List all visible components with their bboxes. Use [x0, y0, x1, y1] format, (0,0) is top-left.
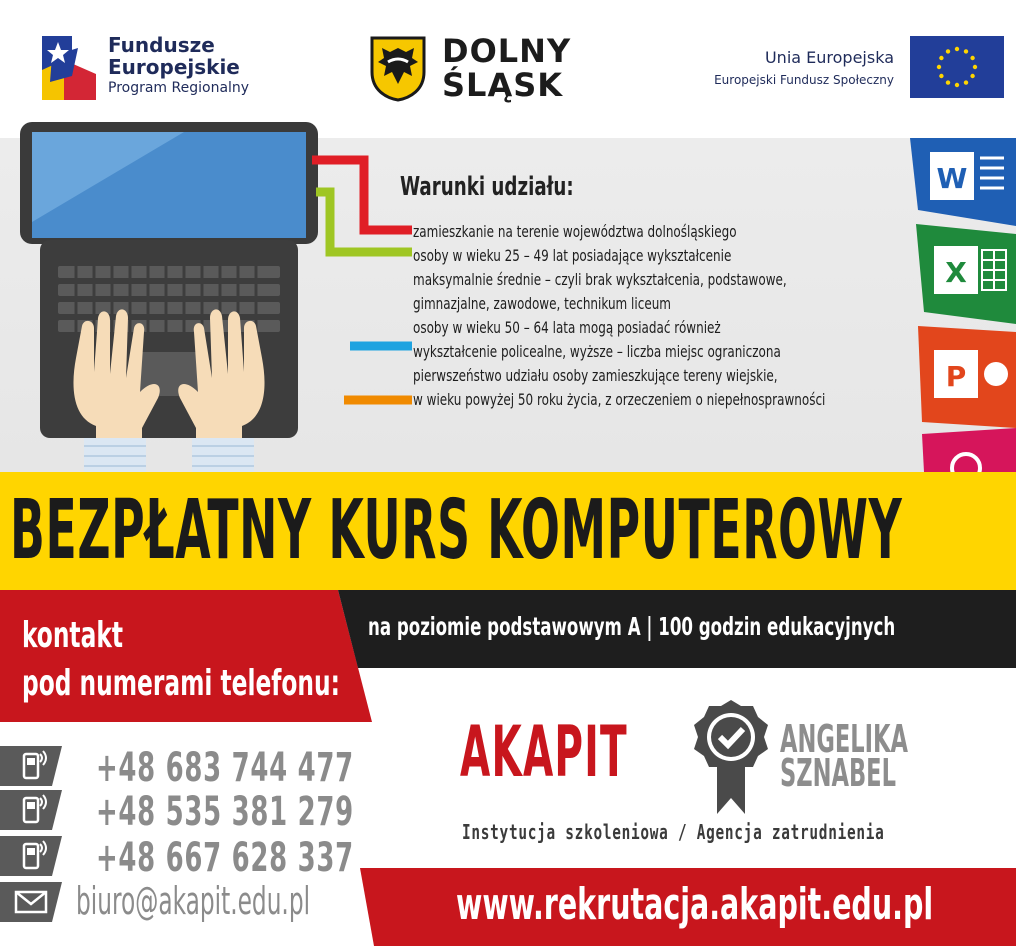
dolny-slask-coat-of-arms-icon — [370, 36, 426, 102]
phone-number[interactable]: +48 535 381 279 — [96, 789, 354, 835]
svg-text:P: P — [945, 360, 967, 393]
phone-number[interactable]: +48 667 628 337 — [96, 835, 354, 881]
laptop-illustration — [14, 122, 324, 472]
course-details: na poziomie podstawowym A | 100 godzin edukacyjnych — [368, 612, 896, 641]
phone-number[interactable]: +48 683 744 477 — [96, 745, 354, 791]
word-icon — [910, 138, 1016, 226]
fundusze-europejskie-logo — [38, 30, 100, 102]
person-name — [780, 717, 908, 795]
person-last-name: SZNABEL — [780, 751, 896, 795]
fundusze-europejskie-text — [108, 34, 249, 98]
contact-label-line1: kontakt — [22, 615, 123, 656]
phone-icon — [0, 790, 62, 830]
brand-tagline: Instytucja szkoleniowa / Agencja zatrudnienia — [462, 820, 885, 844]
unia-europejska-text — [690, 48, 894, 87]
email-address[interactable]: biuro@akapit.edu.pl — [76, 879, 311, 923]
condition-line: pierwszeństwo udziału osoby zamieszkujące tereny wiejskie, — [413, 366, 778, 385]
fe-line2: Europejskie — [108, 55, 240, 79]
ue-line1: Unia Europejska — [764, 48, 894, 67]
ds-line1: DOLNY — [442, 32, 572, 70]
at-sign-icon — [922, 428, 1016, 472]
condition-line: osoby w wieku 50 – 64 lata mogą posiadać również — [413, 318, 721, 337]
condition-line: osoby w wieku 25 – 49 lat posiadające wykształcenie — [413, 246, 732, 265]
excel-icon — [916, 224, 1016, 324]
dolny-slask-text — [442, 34, 571, 102]
condition-line: wykształcenie policealne, wyższe – liczba miejsc ograniczona — [413, 342, 781, 361]
phone-icon — [0, 746, 62, 786]
eu-flag-icon — [910, 36, 1004, 98]
phone-icon — [0, 836, 62, 876]
envelope-icon — [0, 882, 62, 922]
website-link[interactable]: www.rekrutacja.akapit.edu.pl — [456, 879, 934, 930]
office-app-tiles — [900, 138, 1016, 472]
akapit-logo-text: AKAPIT — [460, 711, 628, 793]
condition-line: zamieszkanie na terenie województwa dolnośląskiego — [413, 222, 737, 241]
person-first-name: ANGELIKA — [780, 717, 908, 761]
contact-label-line2: pod numerami telefonu: — [22, 663, 340, 704]
conditions-title: Warunki udziału: — [400, 172, 574, 202]
condition-line: maksymalnie średnie – czyli brak wykształcenia, podstawowe, — [413, 270, 787, 289]
contact-label — [22, 612, 340, 708]
course-title: BEZPŁATNY KURS KOMPUTEROWY — [10, 483, 903, 578]
ue-line2: Europejski Fundusz Społeczny — [714, 73, 894, 87]
powerpoint-icon — [918, 326, 1016, 428]
checkmark-badge-icon — [690, 698, 772, 816]
fe-line3: Program Regionalny — [108, 80, 250, 96]
fe-line1: Fundusze — [108, 33, 215, 57]
ds-line2: ŚLĄSK — [442, 66, 564, 104]
conditions-list — [413, 220, 893, 412]
condition-line: w wieku powyżej 50 roku życia, z orzeczeniem o niepełnosprawności — [413, 390, 826, 409]
svg-text:X: X — [945, 256, 967, 289]
svg-text:W: W — [936, 162, 968, 195]
condition-line: gimnazjalne, zawodowe, technikum liceum — [413, 294, 671, 313]
